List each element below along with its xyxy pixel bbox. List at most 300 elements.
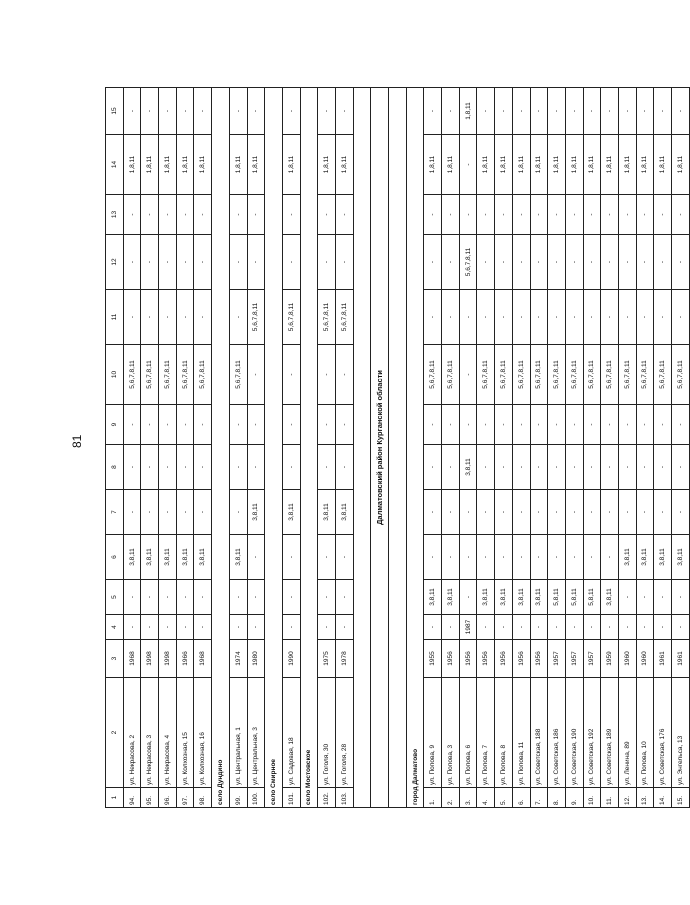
table-cell: - xyxy=(194,580,212,615)
table-cell: - xyxy=(477,535,495,580)
table-cell: - xyxy=(141,235,159,290)
table-cell: - xyxy=(530,405,548,445)
table-cell: - xyxy=(530,88,548,135)
table-cell: ул. Колхозная, 15 xyxy=(176,678,194,788)
table-cell: 1956 xyxy=(459,640,477,678)
table-cell: 1957 xyxy=(565,640,583,678)
table-cell: - xyxy=(565,290,583,345)
table-cell: - xyxy=(636,405,654,445)
table-cell: 1,8,11 xyxy=(123,135,141,195)
table-cell: - xyxy=(495,195,513,235)
table-cell: 5,6,7,8,11 xyxy=(247,290,265,345)
table-cell: - xyxy=(229,615,247,640)
table-cell: - xyxy=(194,195,212,235)
table-cell: 3,8,11 xyxy=(601,580,619,615)
table-cell: - xyxy=(424,535,442,580)
table-cell: - xyxy=(654,405,672,445)
table-cell: 5,6,7,8,11 xyxy=(442,345,460,405)
table-cell: - xyxy=(282,235,300,290)
header-cell: 13 xyxy=(106,195,124,235)
table-cell: - xyxy=(123,235,141,290)
table-cell: - xyxy=(477,405,495,445)
table-cell: 5,6,7,8,11 xyxy=(229,345,247,405)
table-cell: - xyxy=(477,445,495,490)
table-cell: 3,8,11 xyxy=(459,445,477,490)
table-cell: - xyxy=(459,135,477,195)
table-cell: - xyxy=(159,580,177,615)
table-cell: - xyxy=(565,490,583,535)
table-cell: - xyxy=(194,445,212,490)
table-cell: - xyxy=(672,580,690,615)
table-cell: 3,8,11 xyxy=(495,580,513,615)
table-cell: - xyxy=(424,88,442,135)
table-cell: 1,8,11 xyxy=(565,135,583,195)
table-cell: - xyxy=(247,88,265,135)
table-cell: 1,8,11 xyxy=(459,88,477,135)
table-cell: - xyxy=(141,405,159,445)
table-cell: - xyxy=(318,535,336,580)
table-cell: - xyxy=(601,535,619,580)
table-cell: - xyxy=(318,235,336,290)
table-cell: - xyxy=(565,88,583,135)
table-cell: 96. xyxy=(159,788,177,808)
table-row xyxy=(477,88,495,808)
table-row xyxy=(318,88,336,808)
header-cell: 10 xyxy=(106,345,124,405)
table-cell: 8. xyxy=(548,788,566,808)
table-cell: - xyxy=(194,88,212,135)
table-cell: - xyxy=(565,235,583,290)
table-row xyxy=(123,88,141,808)
table-cell: - xyxy=(318,345,336,405)
spacer-cell xyxy=(389,88,407,808)
table-cell: - xyxy=(477,615,495,640)
table-cell: 3,8,11 xyxy=(123,535,141,580)
table-cell: 5,8,11 xyxy=(565,580,583,615)
table-cell: - xyxy=(194,615,212,640)
table-cell: 1956 xyxy=(530,640,548,678)
table-cell: 5,6,7,8,11 xyxy=(601,345,619,405)
table-cell: - xyxy=(335,535,353,580)
table-cell: - xyxy=(159,235,177,290)
table-cell: - xyxy=(601,235,619,290)
table-cell: - xyxy=(176,490,194,535)
table-cell: - xyxy=(247,405,265,445)
table-cell: - xyxy=(636,615,654,640)
header-cell: 11 xyxy=(106,290,124,345)
table-cell: 5,8,11 xyxy=(583,580,601,615)
table-cell: ул. Гоголя, 30 xyxy=(318,678,336,788)
table-cell: - xyxy=(548,445,566,490)
table-cell: 1966 xyxy=(176,640,194,678)
table-cell: - xyxy=(335,235,353,290)
table-cell: - xyxy=(176,235,194,290)
table-cell: 1,8,11 xyxy=(530,135,548,195)
table-row xyxy=(141,88,159,808)
table-cell: 5,6,7,8,11 xyxy=(159,345,177,405)
table-cell: 5,6,7,8,11 xyxy=(477,345,495,405)
table-cell: 1961 xyxy=(654,640,672,678)
table-cell: - xyxy=(424,445,442,490)
table-cell: ул. Советская, 188 xyxy=(530,678,548,788)
header-cell: 15 xyxy=(106,88,124,135)
table-cell: - xyxy=(636,490,654,535)
table-cell: - xyxy=(477,195,495,235)
table-body xyxy=(106,88,690,808)
table-cell: - xyxy=(548,88,566,135)
table-cell: 1980 xyxy=(247,640,265,678)
district-heading-row xyxy=(371,88,389,808)
table-cell: 5,6,7,8,11 xyxy=(424,345,442,405)
table-cell: - xyxy=(318,580,336,615)
table-row xyxy=(583,88,601,808)
table-cell: - xyxy=(282,195,300,235)
table-cell: - xyxy=(636,235,654,290)
table-cell: 1978 xyxy=(335,640,353,678)
table-cell: - xyxy=(548,615,566,640)
table-cell: - xyxy=(601,88,619,135)
table-cell: - xyxy=(335,580,353,615)
table-cell: - xyxy=(530,235,548,290)
table-cell: - xyxy=(618,290,636,345)
table-cell: - xyxy=(512,195,530,235)
table-cell: 1,8,11 xyxy=(141,135,159,195)
table-cell: - xyxy=(229,490,247,535)
table-cell: - xyxy=(618,615,636,640)
table-cell: ул. Колхозная, 16 xyxy=(194,678,212,788)
table-cell: 5,6,7,8,11 xyxy=(282,290,300,345)
table-cell: - xyxy=(282,580,300,615)
header-cell: 8 xyxy=(106,445,124,490)
table-cell: - xyxy=(123,580,141,615)
locality-heading: село Мостовское xyxy=(300,88,318,808)
table-cell: - xyxy=(601,445,619,490)
table-row xyxy=(636,88,654,808)
table-cell: 1,8,11 xyxy=(636,135,654,195)
table-cell: 1,8,11 xyxy=(442,135,460,195)
table-cell: 3,8,11 xyxy=(477,580,495,615)
table-cell: - xyxy=(335,195,353,235)
table-cell: 3,8,11 xyxy=(530,580,548,615)
table-cell: 1956 xyxy=(477,640,495,678)
table-row xyxy=(282,88,300,808)
table-cell: 7. xyxy=(530,788,548,808)
table-cell: 3,8,11 xyxy=(442,580,460,615)
table-cell: 5,6,7,8,11 xyxy=(512,345,530,405)
table-row xyxy=(565,88,583,808)
table-cell: - xyxy=(636,445,654,490)
table-cell: - xyxy=(282,615,300,640)
table-cell: ул. Попова, 7 xyxy=(477,678,495,788)
table-cell: 1956 xyxy=(495,640,513,678)
table-cell: - xyxy=(583,235,601,290)
table-cell: - xyxy=(141,580,159,615)
table-cell: - xyxy=(176,88,194,135)
table-cell: - xyxy=(141,195,159,235)
table-cell: 3,8,11 xyxy=(654,535,672,580)
table-cell: 1,8,11 xyxy=(194,135,212,195)
table-cell: - xyxy=(512,490,530,535)
table-cell: - xyxy=(654,88,672,135)
table-cell: - xyxy=(654,445,672,490)
table-cell: 5,6,7,8,11 xyxy=(194,345,212,405)
table-cell: 1956 xyxy=(512,640,530,678)
table-cell: - xyxy=(672,445,690,490)
table-cell: - xyxy=(495,405,513,445)
table-cell: 5,6,7,8,11 xyxy=(672,345,690,405)
table-cell: - xyxy=(459,580,477,615)
table-row xyxy=(176,88,194,808)
table-cell: - xyxy=(672,490,690,535)
table-cell: - xyxy=(672,405,690,445)
table-cell: - xyxy=(583,195,601,235)
table-cell: 10. xyxy=(583,788,601,808)
table-row xyxy=(495,88,513,808)
table-cell: - xyxy=(442,235,460,290)
table-cell: - xyxy=(512,235,530,290)
table-row xyxy=(601,88,619,808)
table-cell: - xyxy=(672,290,690,345)
table-cell: - xyxy=(424,195,442,235)
locality-heading: город Далматово xyxy=(406,88,424,808)
table-cell: 1959 xyxy=(601,640,619,678)
locality-heading: село Смирное xyxy=(265,88,283,808)
table-cell: ул. Советская, 186 xyxy=(548,678,566,788)
table-cell: - xyxy=(318,195,336,235)
table-cell: 1,8,11 xyxy=(601,135,619,195)
table-cell: - xyxy=(495,490,513,535)
table-cell: - xyxy=(282,405,300,445)
table-cell: 5,6,7,8,11 xyxy=(335,290,353,345)
table-cell: - xyxy=(229,405,247,445)
table-cell: 3,8,11 xyxy=(636,535,654,580)
table-cell: 1975 xyxy=(318,640,336,678)
table-cell: - xyxy=(548,235,566,290)
table-cell: 3,8,11 xyxy=(176,535,194,580)
table-row xyxy=(442,88,460,808)
table-cell: - xyxy=(123,88,141,135)
table-cell: 1968 xyxy=(123,640,141,678)
table-cell: 1,8,11 xyxy=(548,135,566,195)
table-cell: 3,8,11 xyxy=(194,535,212,580)
table-cell: - xyxy=(654,235,672,290)
table-cell: - xyxy=(335,615,353,640)
table-cell: - xyxy=(477,290,495,345)
table-cell: - xyxy=(459,195,477,235)
table-cell: 1987 xyxy=(459,615,477,640)
table-cell: - xyxy=(229,195,247,235)
table-cell: 1990 xyxy=(282,640,300,678)
header-cell: 4 xyxy=(106,615,124,640)
table-cell: - xyxy=(442,445,460,490)
table-cell: - xyxy=(318,445,336,490)
table-cell: - xyxy=(548,195,566,235)
table-cell: - xyxy=(601,615,619,640)
table-cell: 5,6,7,8,11 xyxy=(530,345,548,405)
table-cell: - xyxy=(123,615,141,640)
table-cell: 1957 xyxy=(548,640,566,678)
table-cell: - xyxy=(442,615,460,640)
table-cell: - xyxy=(654,195,672,235)
table-cell: - xyxy=(247,345,265,405)
table-cell: 1968 xyxy=(194,640,212,678)
table-cell: 4. xyxy=(477,788,495,808)
table-cell: - xyxy=(459,290,477,345)
table-cell: - xyxy=(583,88,601,135)
table-cell: ул. Некрасова, 4 xyxy=(159,678,177,788)
locality-heading-row xyxy=(300,88,318,808)
table-cell: 3. xyxy=(459,788,477,808)
table-cell: - xyxy=(176,580,194,615)
table-cell: 5,6,7,8,11 xyxy=(176,345,194,405)
table-cell: ул. Советская, 189 xyxy=(601,678,619,788)
table-cell: 5. xyxy=(495,788,513,808)
table-row xyxy=(459,88,477,808)
table-cell: ул. Советская, 176 xyxy=(654,678,672,788)
table-cell: - xyxy=(618,405,636,445)
table-cell: - xyxy=(123,490,141,535)
table-cell: - xyxy=(424,490,442,535)
table-cell: - xyxy=(601,490,619,535)
table-cell: 5,6,7,8,11 xyxy=(636,345,654,405)
table-cell: 94. xyxy=(123,788,141,808)
table-cell: 11. xyxy=(601,788,619,808)
locality-heading: село Дундино xyxy=(212,88,230,808)
table-cell: ул. Попова, 3 xyxy=(442,678,460,788)
rotated-table-container xyxy=(105,88,684,808)
table-row xyxy=(530,88,548,808)
table-cell: - xyxy=(282,345,300,405)
table-cell: 3,8,11 xyxy=(282,490,300,535)
table-cell: - xyxy=(601,290,619,345)
table-row xyxy=(229,88,247,808)
table-cell: 1960 xyxy=(636,640,654,678)
table-cell: - xyxy=(247,445,265,490)
table-cell: - xyxy=(176,615,194,640)
table-row xyxy=(672,88,690,808)
table-row xyxy=(512,88,530,808)
table-cell: - xyxy=(442,490,460,535)
table-cell: ул. Центральная, 1 xyxy=(229,678,247,788)
table-cell: ул. Советская, 190 xyxy=(565,678,583,788)
table-cell: - xyxy=(335,445,353,490)
table-cell: ул. Советская, 192 xyxy=(583,678,601,788)
table-cell: - xyxy=(123,290,141,345)
table-cell: - xyxy=(618,490,636,535)
table-cell: 1,8,11 xyxy=(282,135,300,195)
table-cell: - xyxy=(159,290,177,345)
table-cell: ул. Попова, 6 xyxy=(459,678,477,788)
table-cell: - xyxy=(335,405,353,445)
table-cell: - xyxy=(512,445,530,490)
spacer-row xyxy=(389,88,407,808)
table-cell: ул. Центральная, 3 xyxy=(247,678,265,788)
table-cell: - xyxy=(176,405,194,445)
table-cell: 95. xyxy=(141,788,159,808)
table-cell: 1,8,11 xyxy=(495,135,513,195)
table-cell: 1998 xyxy=(141,640,159,678)
table-cell: - xyxy=(123,405,141,445)
table-cell: 5,6,7,8,11 xyxy=(618,345,636,405)
table-cell: - xyxy=(229,235,247,290)
table-cell: - xyxy=(159,88,177,135)
table-cell: - xyxy=(530,290,548,345)
table-cell: - xyxy=(159,405,177,445)
table-cell: - xyxy=(636,580,654,615)
table-cell: 100. xyxy=(247,788,265,808)
header-cell: 5 xyxy=(106,580,124,615)
table-cell: - xyxy=(654,580,672,615)
table-cell: 5,6,7,8,11 xyxy=(459,235,477,290)
table-cell: 3,8,11 xyxy=(618,535,636,580)
table-cell: 1955 xyxy=(424,640,442,678)
table-cell: - xyxy=(477,235,495,290)
table-cell: 3,8,11 xyxy=(335,490,353,535)
table-row xyxy=(424,88,442,808)
table-cell: 3,8,11 xyxy=(318,490,336,535)
table-cell: - xyxy=(583,290,601,345)
header-cell: 3 xyxy=(106,640,124,678)
table-cell: 5,6,7,8,11 xyxy=(583,345,601,405)
table-cell: - xyxy=(636,195,654,235)
table-cell: - xyxy=(618,580,636,615)
table-cell: ул. Энгельса, 13 xyxy=(672,678,690,788)
table-cell: - xyxy=(176,445,194,490)
table-cell: - xyxy=(247,195,265,235)
table-cell: - xyxy=(318,615,336,640)
table-cell: - xyxy=(459,535,477,580)
table-cell: ул. Некрасова, 3 xyxy=(141,678,159,788)
table-cell: - xyxy=(565,195,583,235)
table-cell: 3,8,11 xyxy=(159,535,177,580)
table-cell: 1,8,11 xyxy=(512,135,530,195)
table-cell: - xyxy=(530,445,548,490)
spacer-cell xyxy=(353,88,371,808)
table-cell: - xyxy=(282,445,300,490)
housing-table xyxy=(105,87,690,808)
table-cell: - xyxy=(530,535,548,580)
table-cell: 5,6,7,8,11 xyxy=(318,290,336,345)
table-cell: - xyxy=(247,615,265,640)
table-cell: - xyxy=(442,195,460,235)
table-cell: - xyxy=(282,535,300,580)
table-cell: - xyxy=(512,88,530,135)
locality-heading-row xyxy=(265,88,283,808)
table-cell: - xyxy=(335,345,353,405)
table-cell: - xyxy=(459,490,477,535)
spacer-row xyxy=(353,88,371,808)
table-cell: 1,8,11 xyxy=(247,135,265,195)
table-cell: - xyxy=(477,490,495,535)
table-cell: 1,8,11 xyxy=(477,135,495,195)
table-cell: - xyxy=(672,195,690,235)
table-cell: - xyxy=(159,195,177,235)
table-cell: 1,8,11 xyxy=(176,135,194,195)
table-cell: 1961 xyxy=(672,640,690,678)
table-cell: 97. xyxy=(176,788,194,808)
table-cell: - xyxy=(601,195,619,235)
table-cell: 3,8,11 xyxy=(424,580,442,615)
table-cell: - xyxy=(530,195,548,235)
table-cell: ул. Попова, 8 xyxy=(495,678,513,788)
table-cell: - xyxy=(618,445,636,490)
table-row xyxy=(335,88,353,808)
table-cell: 1,8,11 xyxy=(424,135,442,195)
table-cell: - xyxy=(282,88,300,135)
table-row xyxy=(618,88,636,808)
table-cell: 5,6,7,8,11 xyxy=(565,345,583,405)
table-cell: - xyxy=(229,290,247,345)
